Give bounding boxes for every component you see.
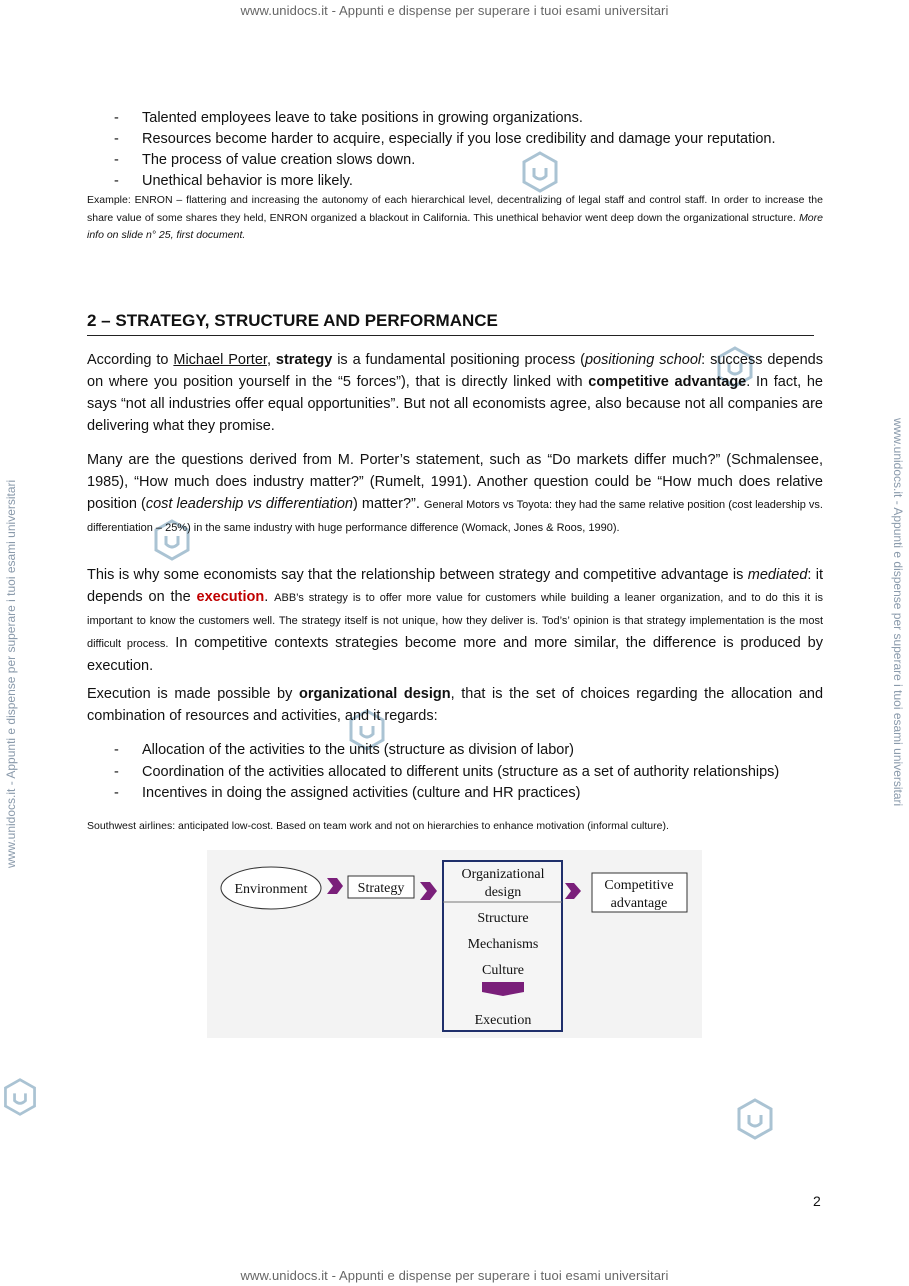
watermark-side-right: www.unidocs.it - Appunti e dispense per superare i tuoi esami universitari (891, 418, 905, 807)
mediated-paragraph: This is why some economists say that the relationship between strategy and competitive advantage is mediated: it depends on the execution. ABB’s strategy is to offer more value for customers while building a leaner organization, and to do this it is important to know the customers well. The strategy itself is not unique, how they deliver is. Tod’s’ opinion is that strategy implementation is the most difficult process. In competitive contexts strategies become more and more similar, the difference is produced by execution. (87, 567, 824, 674)
intro-block (87, 108, 823, 245)
page-number: 2 (813, 1193, 821, 1209)
list-item: - The process of value creation slows down. (114, 152, 416, 168)
list-item: - Talented employees leave to take positions in growing organizations. (114, 110, 583, 126)
strategy-execution-diagram (207, 850, 702, 1038)
list-item: - Coordination of the activities allocated to different units (structure as a set of authority relationships) (114, 763, 780, 780)
mechanisms-label: Mechanisms (467, 937, 539, 952)
org-design-paragraph: Execution is made possible by organizational design, that is the set of choices regarding the allocation and combination of resources and activities, and it regards: (87, 686, 824, 724)
arrow-icon (420, 882, 437, 900)
list-item: - Unethical behavior is more likely. (114, 173, 353, 189)
unidocs-logo-icon (733, 1097, 777, 1141)
list-item: - Allocation of the activities to the units (structure as division of labor) (114, 742, 574, 758)
structure-label: Structure (477, 911, 529, 926)
intro-bullet-list (87, 108, 823, 192)
watermark-header: www.unidocs.it - Appunti e dispense per superare i tuoi esami universitari (240, 3, 669, 18)
questions-paragraph: Many are the questions derived from M. Porter’s statement, such as “Do markets differ much?” (Schmalensee, 1985), “How much does industry matter?” (Rumelt, 1991). Another question could be “How much does relative position (cost leadership vs differentiation) matter?”. General Motors vs Toyota: they had the same relative position (cost leadership vs. differentiation – 25%) in the same industry with huge performance difference (Womack, Jones & Roos, 1990). (87, 452, 823, 534)
diagram-svg (207, 850, 702, 1038)
design-bullet-list (87, 740, 823, 805)
list-item: - Resources become harder to acquire, especially if you lose credibility and damage your reputation. (114, 131, 776, 147)
watermark-footer: www.unidocs.it - Appunti e dispense per superare i tuoi esami universitari (240, 1268, 669, 1283)
org-design-label-line2: design (484, 885, 522, 900)
design-bullets-block (87, 740, 823, 805)
porter-paragraph: According to Michael Porter, strategy is a fundamental positioning process (positioning school: success depends on where you position yourself in the “5 forces”), that is directly linked with competitive advantage. In fact, he says “not all industries offer equal opportunities”. But not all economists agree, also because not all companies are delivering what they promise. (87, 352, 823, 434)
watermark-side-left: www.unidocs.it - Appunti e dispense per superare i tuoi esami universitari (4, 479, 18, 868)
execution-label: Execution (474, 1013, 532, 1028)
arrow-icon (327, 878, 343, 894)
section-heading: 2 – STRATEGY, STRUCTURE AND PERFORMANCE (87, 311, 814, 336)
culture-label: Culture (482, 963, 524, 978)
strategy-label: Strategy (357, 881, 405, 896)
competitive-advantage-label-line1: Competitive (604, 878, 674, 893)
arrow-icon (565, 883, 581, 899)
list-item: - Incentives in doing the assigned activities (culture and HR practices) (114, 785, 581, 801)
environment-label: Environment (234, 882, 308, 897)
unidocs-logo-icon (0, 1075, 40, 1119)
competitive-advantage-label-line2: advantage (610, 896, 668, 911)
org-design-label-line1: Organizational (461, 867, 545, 882)
enron-example: Example: ENRON – flattering and increasing the autonomy of each hierarchical level, decentralizing of legal staff and control staff. In order to increase the share value of some shares they held, ENRON organized a blackout in California. This unethical behavior went deep down the organizational structure. More info on slide n° 25, first document. (87, 194, 823, 241)
southwest-note: Southwest airlines: anticipated low-cost. Based on team work and not on hierarchies to enhance motivation (informal culture). (87, 820, 669, 832)
